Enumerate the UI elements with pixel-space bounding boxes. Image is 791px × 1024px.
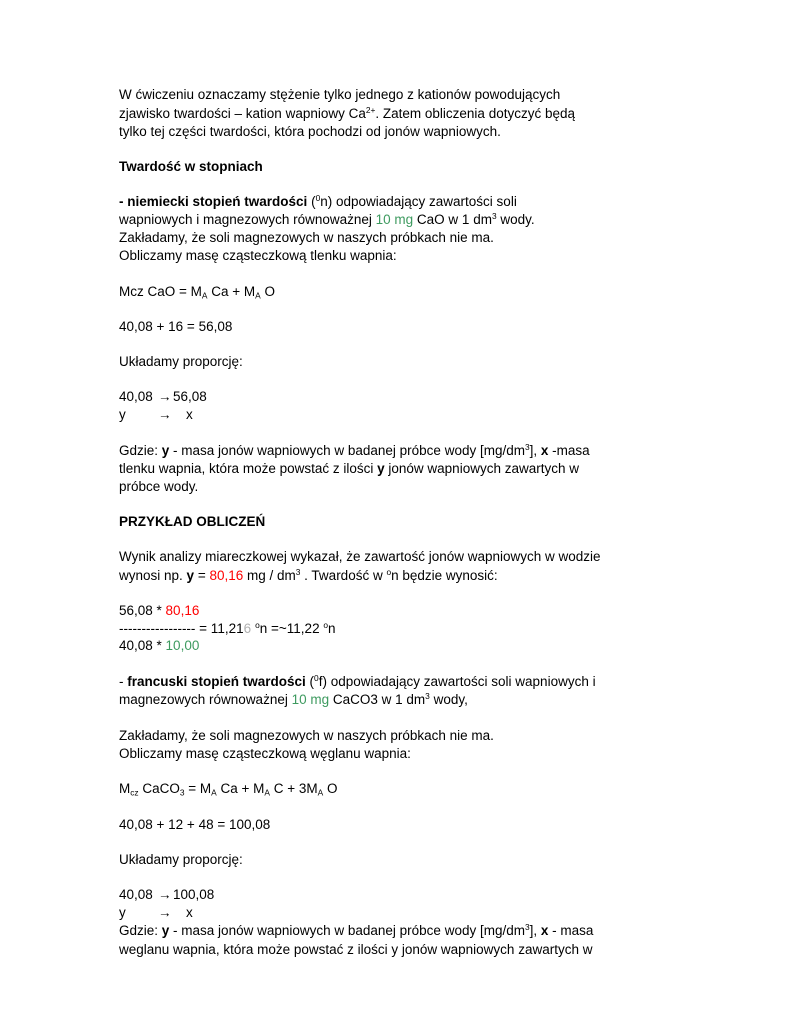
german-proportion-row-1 [119,388,207,406]
fraction-bar-and-result: ----------------- = 11,21 [119,621,244,636]
french-where-line-2: weglanu wapnia, która może powstać z ilości y jonów wapniowych zawartych w [119,942,593,957]
formula-text: Ca + M [216,781,265,796]
charge-superscript: 2+ [365,104,376,115]
formula-text: O [323,781,338,796]
degree-superscript: 0 [315,192,321,203]
example-line-2 [119,567,498,585]
intro-text: zjawisko twardości – kation wapniowy Ca [119,106,366,121]
where-text: - masa jonów wapniowych w badanej próbce wody [mg/dm [169,923,525,938]
highlighted-value: 80,16 [165,603,200,618]
german-molar-mass-intro: Obliczamy masę cząsteczkową tlenku wapnia: [119,248,397,263]
definition-text: n) odpowiadający zawartości soli [320,194,517,209]
variable-y: y [161,443,170,458]
definition-text: - [119,674,128,689]
german-degree-term: - niemiecki stopień twardości [119,194,308,209]
german-proportion-row-2 [119,406,193,424]
german-definition-line-2 [119,211,535,229]
formula-text: O [260,284,275,299]
example-text: = [194,568,210,583]
variable-x: x [540,923,549,938]
example-text: n będzie wynosić: [391,568,498,583]
proportion-right: x [186,407,193,422]
where-text: ], [529,443,541,458]
proportion-left: y [119,407,126,422]
french-molar-mass-intro: Obliczamy masę cząsteczkową węglanu wapnia: [119,746,411,761]
faded-digit: 6 [243,621,252,636]
highlighted-value: 80,16 [209,568,244,583]
proportion-left: 40,08 [119,887,153,902]
formula-subscript: 3 [179,787,185,798]
definition-text: wody. [496,212,535,227]
german-where-line-3: próbce wody. [119,479,199,494]
intro-line-2 [119,105,575,123]
french-definition-line-1 [119,673,596,691]
formula-subscript: A [317,787,324,798]
degree-superscript: o [386,566,392,577]
example-heading: PRZYKŁAD OBLICZEŃ [119,514,266,529]
example-text: wynosi np. [119,568,187,583]
french-proportion-row-2 [119,904,193,922]
french-where-line-1 [119,922,593,940]
where-text: - masa [548,923,594,938]
where-label: Gdzie: [119,923,162,938]
intro-line-3: tylko tej części twardości, która pochodzi od jonów wapniowych. [119,124,501,139]
variable-y: y [161,923,170,938]
proportion-left: 40,08 [119,389,153,404]
unit-superscript: 3 [425,690,430,701]
intro-line-1: W ćwiczeniu oznaczamy stężenie tylko jednego z kationów powodujących [119,87,561,102]
highlighted-value: 10,00 [165,638,200,653]
french-molar-mass-formula [119,780,337,798]
highlighted-amount: 10 mg [291,692,330,707]
formula-text: = M [184,781,212,796]
highlighted-amount: 10 mg [375,212,414,227]
example-line-1: Wynik analizy miareczkowej wykazał, że zawartość jonów wapniowych w wodzie [119,549,601,564]
unit-superscript: 3 [524,921,530,932]
denominator-text: 40,08 * [119,638,166,653]
formula-subscript: A [264,787,270,798]
fraction-result-line [119,620,336,638]
formula-subscript: cz [130,787,139,798]
where-text: tlenku wapnia, która może powstać z ilości [119,461,378,476]
formula-text: Mcz CaO = M [119,284,202,299]
fraction-numerator [119,602,199,620]
german-where-line-1 [119,442,590,460]
proportion-right: x [186,905,193,920]
result-text: n [327,621,336,636]
example-text: mg / dm [243,568,296,583]
french-assumption: Zakładamy, że soli magnezowych w naszych próbkach nie ma. [119,728,494,743]
definition-text: wapniowych i magnezowych równoważnej [119,212,376,227]
definition-text: wody, [429,692,468,707]
right-arrow-icon: → [158,905,172,920]
german-molar-mass-sum: 40,08 + 16 = 56,08 [119,319,233,334]
german-assumption: Zakładamy, że soli magnezowych w naszych próbkach nie ma. [119,230,494,245]
numerator-text: 56,08 * [119,603,166,618]
where-text: ], [529,923,541,938]
where-label: Gdzie: [119,443,162,458]
formula-subscript: A [211,787,217,798]
definition-text: ( [305,674,315,689]
french-proportion-row-1 [119,886,214,904]
variable-y: y [377,461,385,476]
french-molar-mass-sum: 40,08 + 12 + 48 = 100,08 [119,817,271,832]
fraction-denominator [119,637,199,655]
formula-text: Ca + M [207,284,256,299]
variable-x: x [540,443,549,458]
definition-text: CaCO3 w 1 dm [329,692,426,707]
right-arrow-icon: → [158,389,172,404]
where-text: -masa [548,443,590,458]
degree-superscript: 0 [314,672,319,683]
german-where-line-2 [119,460,579,478]
definition-text: f) odpowiadający zawartości soli wapniowych i [318,674,596,689]
unit-superscript: 3 [524,441,530,452]
proportion-left: y [119,905,126,920]
german-definition-line-1 [119,193,517,211]
german-molar-mass-formula [119,283,275,301]
variable-y: y [186,568,195,583]
french-definition-line-2 [119,691,468,709]
french-proportion-label: Układamy proporcję: [119,852,243,867]
degree-superscript: o [255,619,260,630]
example-text: . Twardość w [300,568,387,583]
formula-text: M [119,781,131,796]
intro-text: . Zatem obliczenia dotyczyć będą [375,106,575,121]
where-text: - masa jonów wapniowych w badanej próbce wody [mg/dm [169,443,525,458]
formula-text: CaCO [138,781,180,796]
definition-text: ( [307,194,316,209]
proportion-right: 100,08 [173,887,215,902]
unit-superscript: 3 [295,566,301,577]
where-text: jonów wapniowych zawartych w [384,461,579,476]
formula-subscript: A [201,290,208,301]
right-arrow-icon: → [158,407,172,422]
definition-text: CaO w 1 dm [413,212,492,227]
proportion-right: 56,08 [173,389,207,404]
right-arrow-icon: → [158,887,172,902]
german-proportion-label: Układamy proporcję: [119,354,243,369]
unit-superscript: 3 [491,210,497,221]
formula-subscript: A [255,290,261,301]
formula-text: C + 3M [269,781,318,796]
definition-text: magnezowych równoważnej [119,692,292,707]
result-text: n =~11,22 [259,621,324,636]
section-heading: Twardość w stopniach [119,159,263,174]
degree-superscript: o [323,619,328,630]
french-degree-term: francuski stopień twardości [127,674,306,689]
